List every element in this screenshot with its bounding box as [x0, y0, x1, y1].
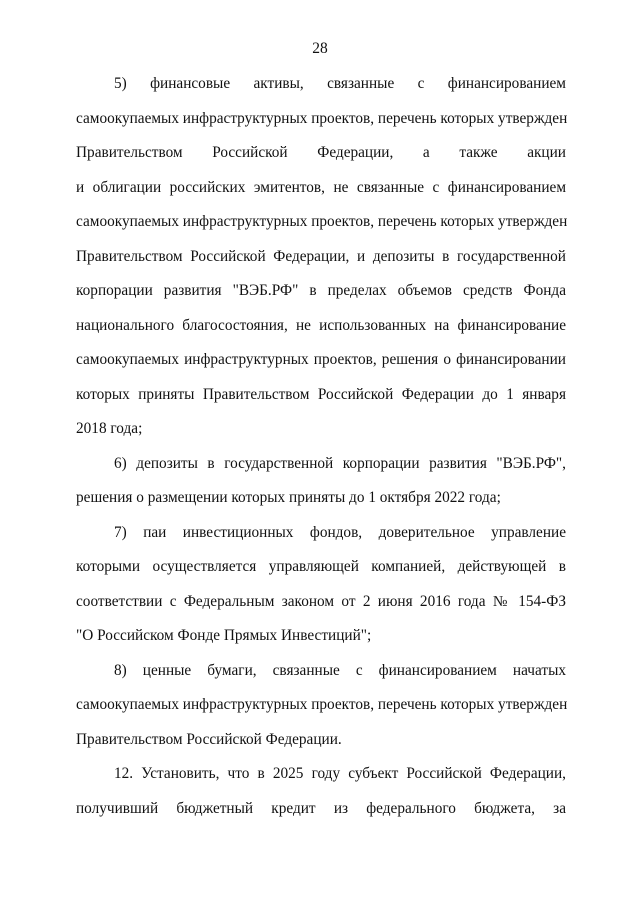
- text-line: самоокупаемых инфраструктурных проектов, перечень которых утвержден: [76, 213, 568, 230]
- text-line: получивший бюджетный кредит из федерального бюджета, за: [76, 799, 566, 817]
- text-line: корпорации развития "ВЭБ.РФ" в пределах объемов средств Фонда: [76, 282, 566, 299]
- text-line: 2018 года;: [76, 420, 143, 437]
- text-line: самоокупаемых инфраструктурных проектов, решения о финансировании: [76, 351, 566, 368]
- text-line: национального благосостояния, не использованных на финансирование: [76, 316, 566, 334]
- text-line: и облигации российских эмитентов, не связанные с финансированием: [76, 178, 566, 196]
- text-line: 7) паи инвестиционных фондов, доверительное управление: [114, 523, 566, 541]
- text-line: "О Российском Фонде Прямых Инвестиций";: [76, 627, 372, 644]
- text-line: самоокупаемых инфраструктурных проектов, перечень которых утвержден: [76, 109, 568, 127]
- text-line: которых приняты Правительством Российской Федерации до 1 января: [76, 385, 566, 403]
- text-line: решения о размещении которых приняты до 1 октября 2022 года;: [76, 489, 501, 506]
- text-line: самоокупаемых инфраструктурных проектов, перечень которых утвержден: [76, 696, 568, 713]
- text-line: Правительством Российской Федерации, а также акции: [76, 144, 566, 161]
- text-line: Правительством Российской Федерации, и депозиты в государственной: [76, 247, 566, 265]
- text-line: 12. Установить, что в 2025 году субъект Российской Федерации,: [114, 765, 566, 782]
- text-line: 5) финансовые активы, связанные с финансированием: [114, 75, 566, 92]
- text-line: 8) ценные бумаги, связанные с финансированием начатых: [114, 661, 566, 679]
- text-line: которыми осуществляется управляющей компанией, действующей в: [76, 558, 566, 575]
- document-body: [76, 74, 566, 833]
- text-line: соответствии с Федеральным законом от 2 июня 2016 года № 154-ФЗ: [76, 592, 566, 610]
- text-line: Правительством Российской Федерации.: [76, 730, 342, 748]
- page-number: 28: [312, 40, 328, 57]
- text-line: 6) депозиты в государственной корпорации развития "ВЭБ.РФ",: [114, 454, 566, 472]
